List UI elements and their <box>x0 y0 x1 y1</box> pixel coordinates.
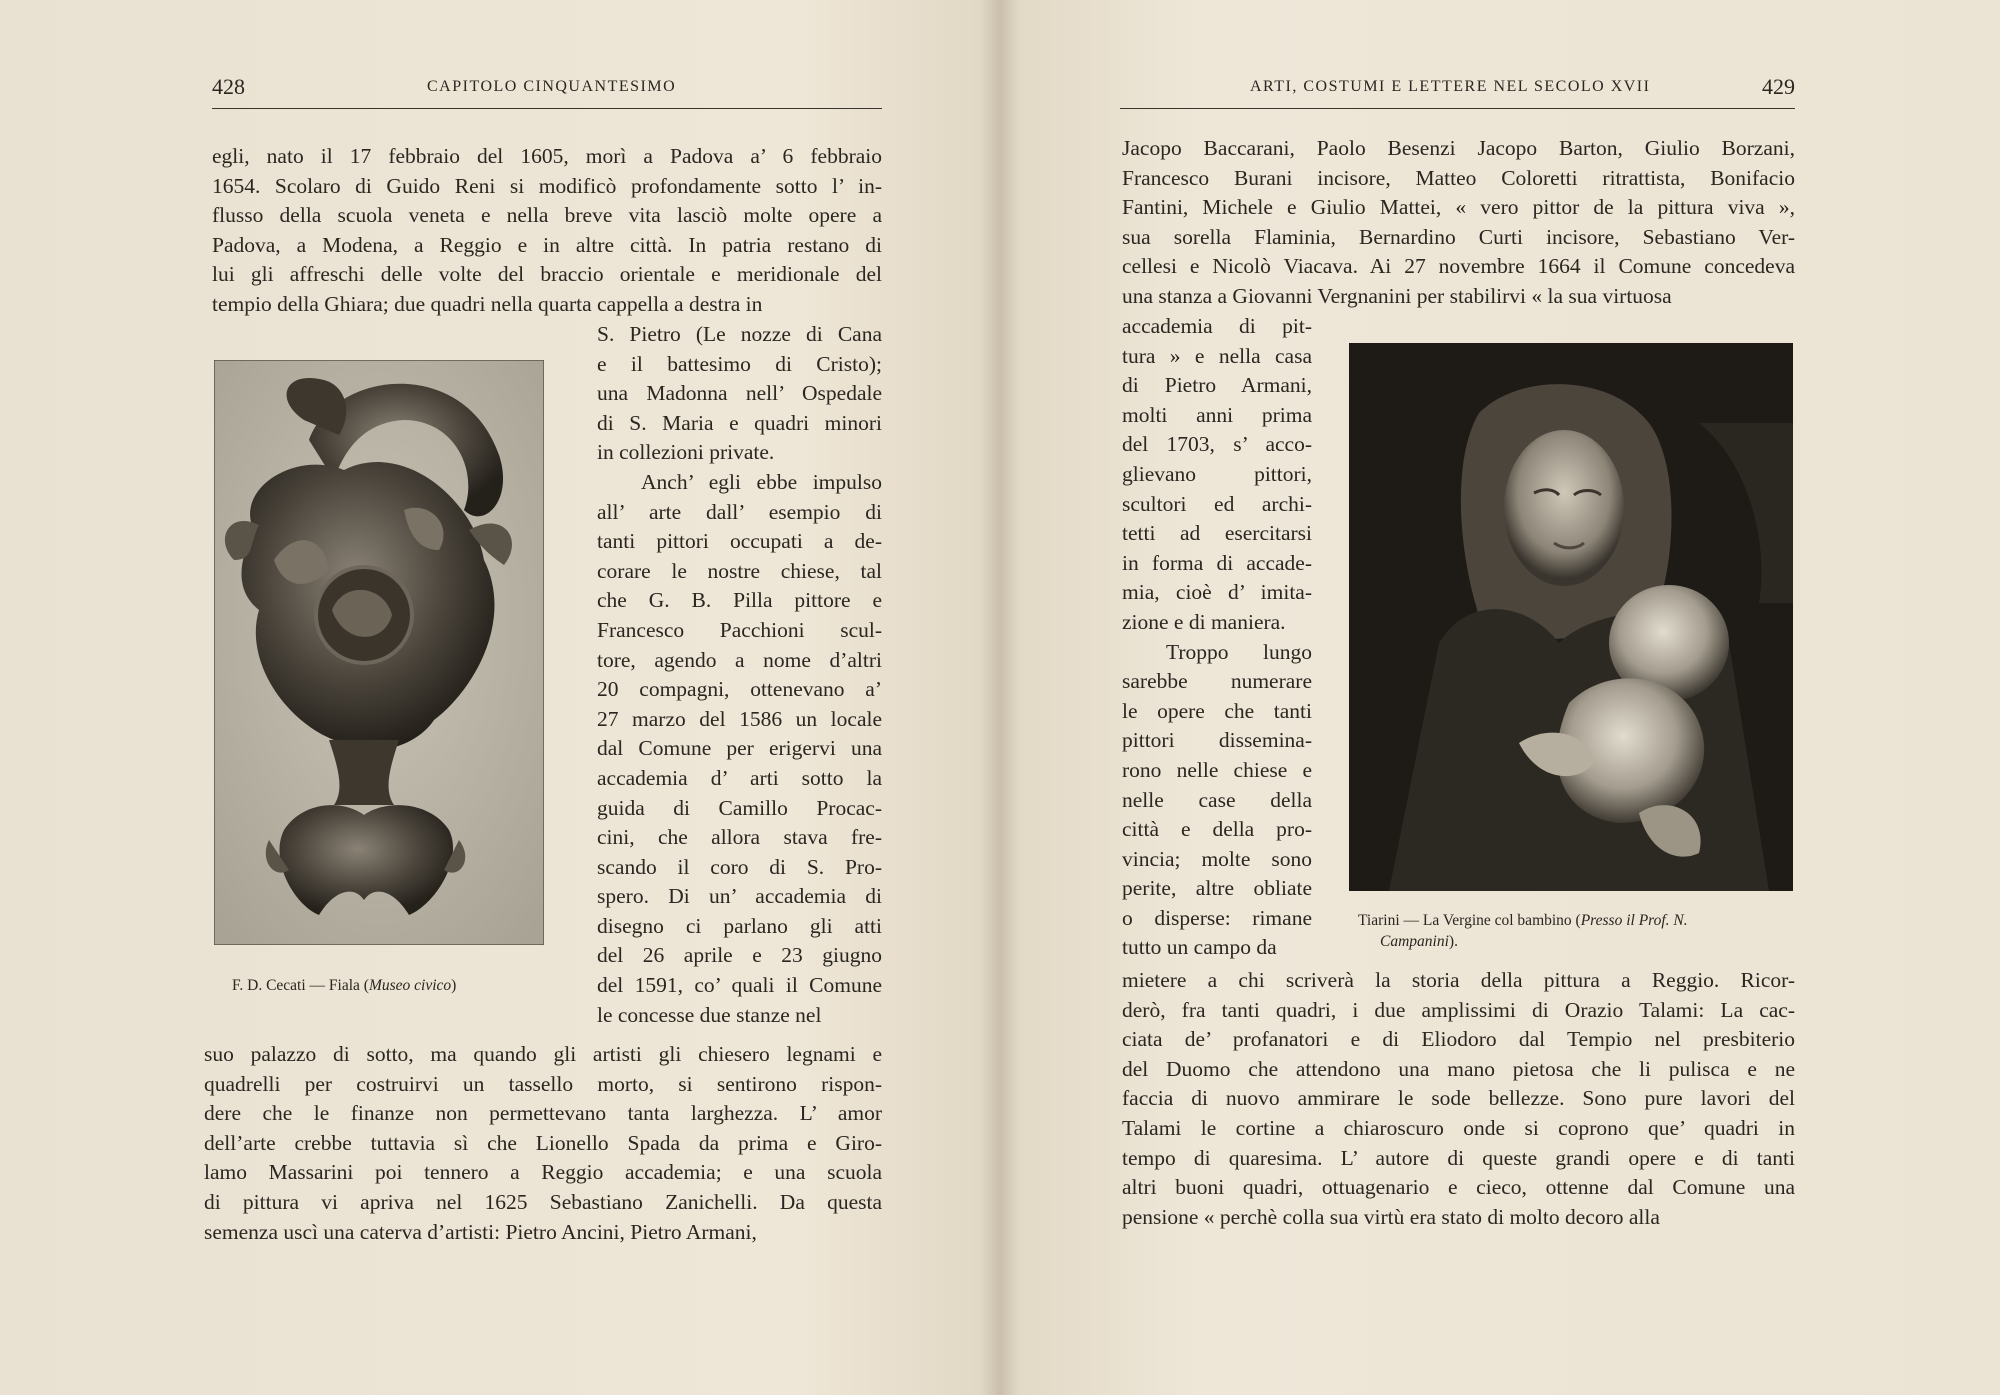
text-line: accademia di pit- <box>1122 314 1312 338</box>
running-head: ARTI, COSTUMI E LETTERE NEL SECOLO XVII <box>1250 78 1651 95</box>
text-line: città e della pro- <box>1122 817 1312 842</box>
text-line: all’ arte dall’ esempio di <box>597 499 882 524</box>
text-line: semenza uscì una caterva d’artisti: Pietro Ancini, Pietro Armani, <box>204 1219 757 1244</box>
text-line: dell’arte crebbe tuttavia sì che Lionello Spada da prima e Giro- <box>204 1130 882 1155</box>
text-line: che G. B. Pilla pittore e <box>597 588 882 613</box>
text-line: di S. Maria e quadri minori <box>597 410 882 435</box>
text-line: le concesse due stanze nel <box>597 1002 822 1027</box>
text-line: accademia d’ arti sotto la <box>597 765 882 790</box>
text-line: altri buoni quadri, ottuagenario e cieco, ottenne dal Comune una <box>1122 1175 1795 1200</box>
text-line: o disperse: rimane <box>1122 905 1312 930</box>
page-number: 428 <box>212 74 245 99</box>
fiala-caption <box>232 975 552 996</box>
text-line: mia, cioè d’ imita- <box>1122 580 1312 605</box>
text-line: tutto un campo da <box>1122 935 1277 960</box>
text-line: in collezioni private. <box>597 440 775 465</box>
text-line: glievano pittori, <box>1122 461 1312 486</box>
madonna-image <box>1349 343 1793 891</box>
text-line: 27 marzo del 1586 un locale <box>597 706 882 731</box>
text-line: Francesco Pacchioni scul- <box>597 617 882 642</box>
text-line: Fantini, Michele e Giulio Mattei, « vero pittor de la pittura viva », <box>1122 195 1795 220</box>
page-number: 429 <box>1762 74 1795 99</box>
text-line: Troppo lungo <box>1166 639 1312 664</box>
right-column-text <box>1122 312 1312 963</box>
text-line: disegno ci parlano gli atti <box>597 913 882 938</box>
text-line: e il battesimo di Cristo); <box>597 351 882 376</box>
text-line: pensione « perchè colla sua virtù era stato di molto decoro alla <box>1122 1204 1660 1229</box>
running-head: CAPITOLO CINQUANTESIMO <box>427 78 677 95</box>
text-line: del Duomo che attendono una mano pietosa che li pulisca e ne <box>1122 1056 1795 1081</box>
text-line: nelle case della <box>1122 787 1312 812</box>
text-line: S. Pietro (Le nozze di Cana <box>597 322 882 346</box>
text-line: faccia di nuovo ammirare le sode bellezze. Sono pure lavori del <box>1122 1086 1795 1111</box>
text-line: Anch’ egli ebbe impulso <box>641 469 882 494</box>
right-header <box>1120 74 1795 109</box>
text-line: in forma di accade- <box>1122 550 1312 575</box>
text-line: spero. Di un’ accademia di <box>597 884 882 909</box>
right-paragraph-top <box>1122 134 1795 312</box>
fiala-image <box>214 360 544 945</box>
caption-line-1: Tiarini — La Vergine col bambino (Presso il Prof. N. <box>1358 912 1688 929</box>
text-line: del 1591, co’ quali il Comune <box>597 973 882 998</box>
text-line: tanti pittori occupati a de- <box>597 529 882 554</box>
tiarini-photo <box>1349 343 1793 891</box>
text-line: pittori dissemina- <box>1122 728 1312 753</box>
text-line: dere che le finanze non permettevano tanta larghezza. L’ amor <box>204 1101 882 1126</box>
text-line: tore, agendo a nome d’altri <box>597 647 882 672</box>
text-line: corare le nostre chiese, tal <box>597 558 882 583</box>
text-line: ciata de’ profanatori e di Eliodoro dal Tempio nel presbiterio <box>1122 1027 1795 1052</box>
text-line: Francesco Burani incisore, Matteo Coloretti ritrattista, Bonifacio <box>1122 165 1795 190</box>
text-line: scultori ed archi- <box>1122 491 1312 516</box>
text-line: lamo Massarini poi tennero a Reggio accademia; e una scuola <box>204 1160 882 1185</box>
text-line: tetti ad esercitarsi <box>1122 521 1312 546</box>
text-line: del 1703, s’ acco- <box>1122 432 1312 457</box>
text-line: tempio della Ghiara; due quadri nella quarta cappella a destra in <box>212 291 763 316</box>
text-line: del 26 aprile e 23 giugno <box>597 943 882 968</box>
right-page <box>1000 0 2000 1395</box>
caption-author: F. D. Cecati — Fiala ( <box>232 977 369 994</box>
caption-line-2: Campanini). <box>1380 933 1458 950</box>
text-line: quadrelli per costruirvi un tassello morto, si sentirono rispon- <box>204 1071 882 1096</box>
text-line: scando il coro di S. Pro- <box>597 854 882 879</box>
text-line: dal Comune per erigervi una <box>597 736 882 761</box>
text-line: molti anni prima <box>1122 402 1312 427</box>
text-line: lui gli affreschi delle volte del braccio orientale e meridionale del <box>212 262 882 287</box>
text-line: di pittura vi apriva nel 1625 Sebastiano Zanichelli. Da questa <box>204 1189 882 1214</box>
text-line: Talami le cortine a chiaroscuro onde si coprono que’ quadri in <box>1122 1115 1795 1140</box>
text-line: tempo di quaresima. L’ autore di queste grandi opere e di tanti <box>1122 1145 1795 1170</box>
text-line: guida di Camillo Procac- <box>597 795 882 820</box>
caption-italic: Museo civico <box>368 977 452 994</box>
text-line: suo palazzo di sotto, ma quando gli artisti gli chiesero legnami e <box>204 1042 882 1066</box>
text-line: cellesi e Nicolò Viacava. Ai 27 novembre 1664 il Comune concedeva <box>1122 254 1795 279</box>
left-paragraph-bottom <box>204 1040 882 1247</box>
text-line: 1654. Scolaro di Guido Reni si modificò profondamente sotto l’ in- <box>212 173 882 198</box>
right-paragraph-bottom <box>1122 966 1795 1232</box>
text-line: derò, fra tanti quadri, i due amplissimi di Orazio Talami: La cac- <box>1122 997 1795 1022</box>
text-line: mietere a chi scriverà la storia della pittura a Reggio. Ricor- <box>1122 968 1795 992</box>
text-line: Padova, a Modena, a Reggio e in altre città. In patria restano di <box>212 232 882 257</box>
tiarini-caption <box>1358 910 1798 952</box>
text-line: 20 compagni, ottenevano a’ <box>597 677 882 702</box>
text-line: Jacopo Baccarani, Paolo Besenzi Jacopo Barton, Giulio Borzani, <box>1122 136 1795 160</box>
left-header <box>212 74 882 109</box>
text-line: di Pietro Armani, <box>1122 373 1312 398</box>
text-line: sarebbe numerare <box>1122 669 1312 694</box>
caption-end: ) <box>451 977 457 994</box>
left-column-text <box>597 320 882 1030</box>
text-line: rono nelle chiese e <box>1122 757 1312 782</box>
text-line: vincia; molte sono <box>1122 846 1312 871</box>
text-line: le opere che tanti <box>1122 698 1312 723</box>
text-line: una Madonna nell’ Ospedale <box>597 381 882 406</box>
text-line: tura » e nella casa <box>1122 343 1312 368</box>
text-line: una stanza a Giovanni Vergnanini per stabilirvi « la sua virtuosa <box>1122 283 1672 308</box>
text-line: flusso della scuola veneta e nella breve vita lasciò molte opere a <box>212 203 882 228</box>
text-line: sua sorella Flaminia, Bernardino Curti incisore, Sebastiano Ver- <box>1122 224 1795 249</box>
text-line: perite, altre obliate <box>1122 876 1312 901</box>
left-paragraph-top <box>212 142 882 320</box>
text-line: egli, nato il 17 febbraio del 1605, morì a Padova a’ 6 febbraio <box>212 144 882 168</box>
text-line: zione e di maniera. <box>1122 609 1286 634</box>
fiala-photo <box>214 360 544 945</box>
text-line: cini, che allora stava fre- <box>597 825 882 850</box>
